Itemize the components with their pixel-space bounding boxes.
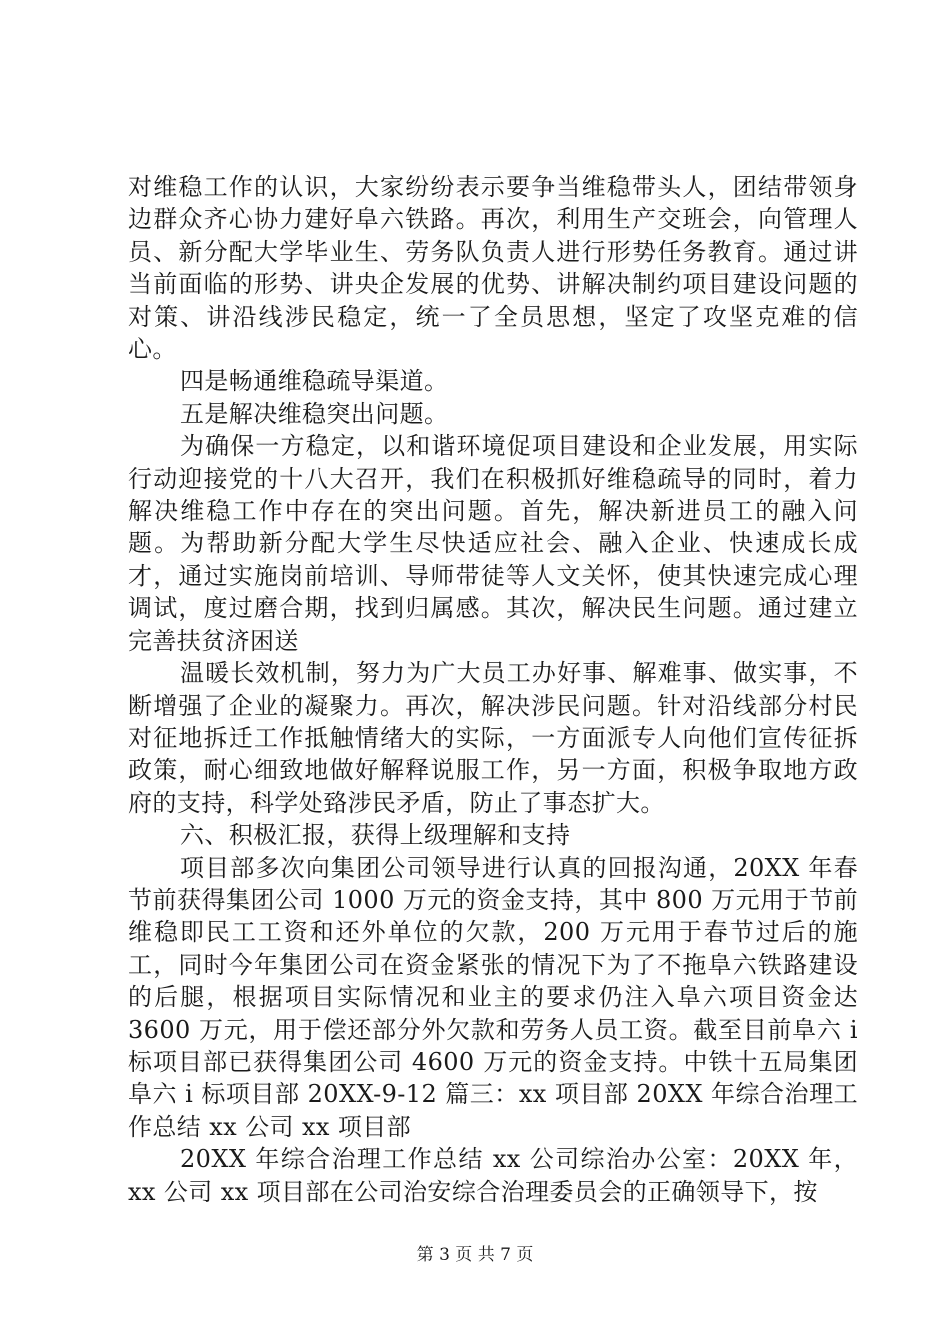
body-paragraph-8: 20XX 年综合治理工作总结 xx 公司综治办公室：20XX 年，xx 公司 xx 项目部在公司治安综合治理委员会的正确领导下，按	[128, 1145, 858, 1206]
body-paragraph-1: 对维稳工作的认识，大家纷纷表示要争当维稳带头人，团结带领身边群众齐心协力建好阜六铁路。再次，利用生产交班会，向管理人员、新分配大学毕业生、劳务队负责人进行形势任务教育。通过讲当前面临的形势、讲央企发展的优势、讲解决制约项目建设问题的对策、讲沿线涉民稳定，统一了全员思想，坚定了攻坚克难的信心。	[128, 173, 858, 364]
body-paragraph-4: 为确保一方稳定，以和谐环境促项目建设和企业发展，用实际行动迎接党的十八大召开，我们在积极抓好维稳疏导的同时，着力解决维稳工作中存在的突出问题。首先，解决新进员工的融入问题。为帮助新分配大学生尽快适应社会、融入企业、快速成长成才，通过实施岗前培训、导师带徒等人文关怀，使其快速完成心理调试，度过磨合期，找到归属感。其次，解决民生问题。通过建立完善扶贫济困送	[128, 432, 858, 655]
document-body	[128, 171, 858, 1208]
section-heading: 六、积极汇报，获得上级理解和支持	[180, 821, 571, 850]
page-number-footer: 第 3 页 共 7 页	[416, 1245, 534, 1265]
body-paragraph-7: 项目部多次向集团公司领导进行认真的回报沟通，20XX 年春节前获得集团公司 1000 万元的资金支持，其中 800 万元用于节前维稳即民工工资和还外单位的欠款，200 万元用于春节过后的施工，同时今年集团公司在资金紧张的情况下为了不拖阜六铁路建设的后腿，根据项目实际情况和业主的要求仍注入阜六项目资金达 3600 万元，用于偿还部分外欠款和劳务人员工资。截至目前阜六 i 标项目部已获得集团公司 4600 万元的资金支持。中铁十五局集团阜六 i 标项目部 20XX-9-12 篇三：xx 项目部 20XX 年综合治理工作总结 xx 公司 xx 项目部	[128, 853, 858, 1141]
body-paragraph-3: 五是解决维稳突出问题。	[180, 399, 449, 428]
body-paragraph-2: 四是畅通维稳疏导渠道。	[180, 367, 449, 396]
body-paragraph-5: 温暖长效机制，努力为广大员工办好事、解难事、做实事，不断增强了企业的凝聚力。再次，解决涉民问题。针对沿线部分村民对征地拆迁工作抵触情绪大的实际，一方面派专人向他们宣传征拆政策，耐心细致地做好解释说服工作，另一方面，积极争取地方政府的支持，科学处臵涉民矛盾，防止了事态扩大。	[128, 659, 858, 817]
